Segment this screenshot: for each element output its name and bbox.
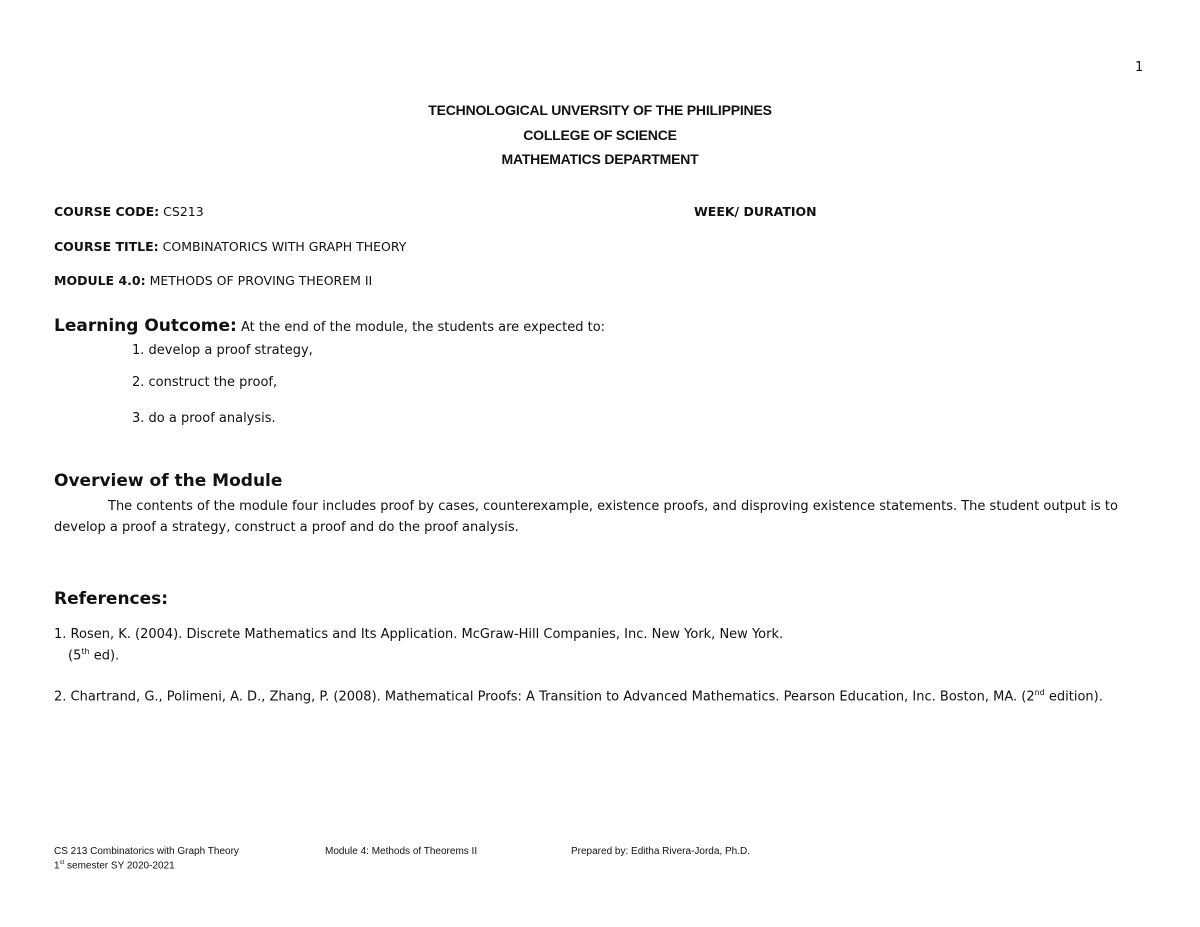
- reference-2-post: edition).: [1044, 689, 1103, 705]
- course-title: [54, 239, 406, 254]
- edition-sup: th: [81, 647, 90, 656]
- footer-semester-pre: 1: [54, 860, 60, 872]
- reference-1-line-2: [68, 647, 119, 663]
- edition-pre: (5: [68, 648, 82, 664]
- reference-2-sup: nd: [1034, 688, 1045, 697]
- course-code: [54, 204, 204, 219]
- page-number: 1: [1135, 60, 1144, 75]
- outcome-item: 3. do a proof analysis.: [132, 411, 276, 426]
- footer-semester-post: semester SY 2020-2021: [64, 860, 175, 872]
- footer-prepared-by: Prepared by: Editha Rivera-Jorda, Ph.D.: [571, 846, 750, 857]
- reference-2-text: 2. Chartrand, G., Polimeni, A. D., Zhang, P. (2008). Mathematical Proofs: A Transition to Advanced Mathematics. Pearson Education, Inc. Boston, MA. (2: [54, 689, 1035, 705]
- college-name: COLLEGE OF SCIENCE: [523, 126, 677, 143]
- outcome-item: 1. develop a proof strategy,: [132, 343, 313, 358]
- references-title: References:: [54, 589, 169, 609]
- footer-course: CS 213 Combinatorics with Graph Theory: [54, 846, 239, 857]
- footer-semester-sup: st: [59, 860, 65, 866]
- footer-module: Module 4: Methods of Theorems II: [325, 846, 478, 857]
- course-code-value: CS213: [163, 204, 204, 219]
- module-value: METHODS OF PROVING THEOREM II: [149, 273, 373, 288]
- learning-outcome-intro: At the end of the module, the students are expected to:: [240, 320, 606, 335]
- edition-post: ed).: [89, 648, 120, 664]
- footer-semester: [54, 860, 175, 871]
- reference-2: [54, 688, 1103, 704]
- university-name: TECHNOLOGICAL UNVERSITY OF THE PHILIPPINES: [428, 102, 772, 118]
- course-title-label: COURSE TITLE:: [54, 239, 159, 254]
- course-code-label: COURSE CODE:: [54, 204, 160, 219]
- overview-title: Overview of the Module: [54, 471, 283, 491]
- course-title-value: COMBINATORICS WITH GRAPH THEORY: [162, 239, 407, 254]
- module-label: MODULE 4.0:: [54, 273, 146, 288]
- module-line: [54, 273, 372, 288]
- learning-outcome-heading: [54, 316, 605, 336]
- overview-text: The contents of the module four includes proof by cases, counterexample, existence proofs, and disproving existence statements. The student output is to develop a proof a strategy, construct a proof and do the proof analysis.: [54, 499, 1118, 535]
- department-name: MATHEMATICS DEPARTMENT: [501, 151, 699, 167]
- learning-outcome-title: Learning Outcome:: [54, 316, 237, 336]
- week-duration-label: WEEK/ DURATION: [694, 204, 817, 219]
- document-header: [0, 98, 1200, 172]
- reference-1-line-1: 1. Rosen, K. (2004). Discrete Mathematics and Its Application. McGraw-Hill Companies, Inc. New York, New York.: [54, 627, 784, 642]
- outcome-item: 2. construct the proof,: [132, 375, 278, 390]
